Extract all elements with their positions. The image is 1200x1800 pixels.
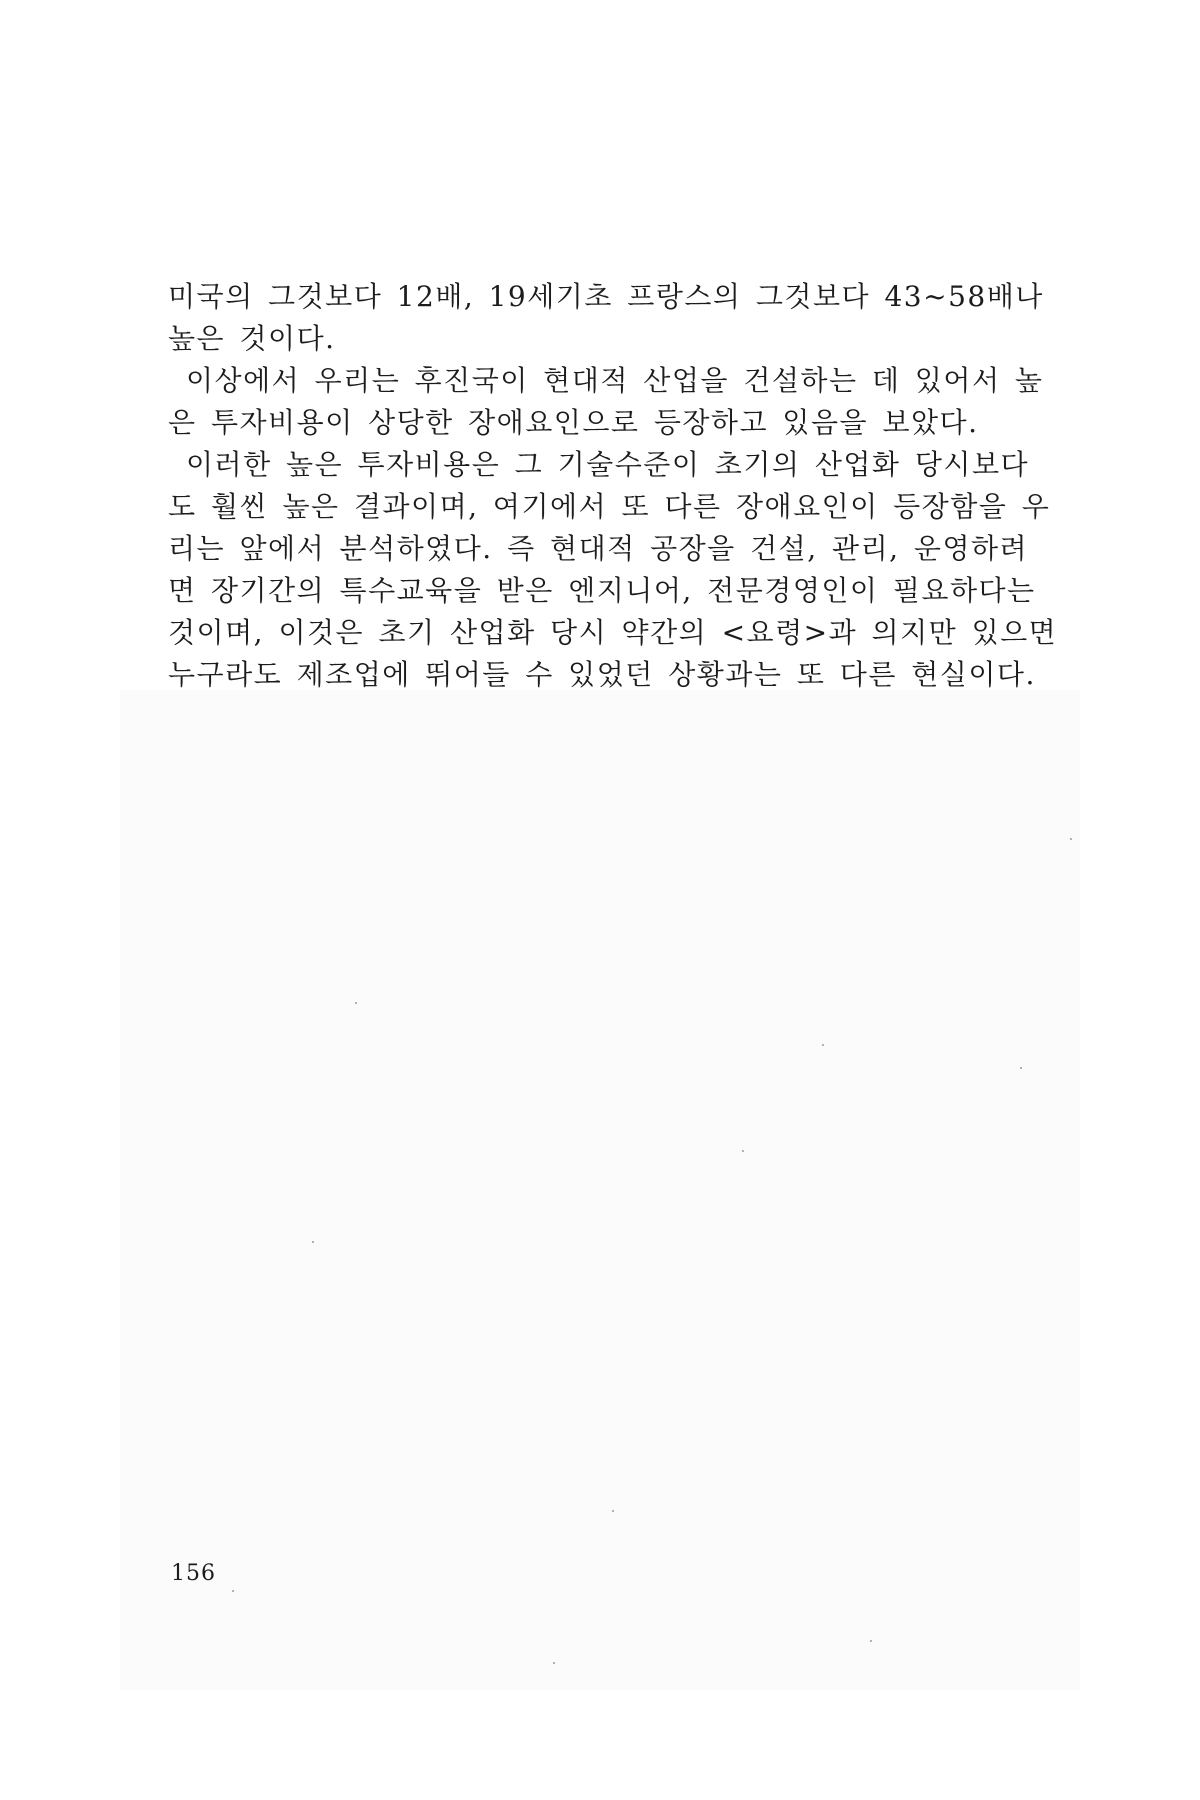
paragraph-start-line: 이러한 높은 투자비용은 그 기술수준이 초기의 산업화 당시보다	[186, 448, 1030, 481]
text-line: 누구라도 제조업에 뛰어들 수 있었던 상황과는 또 다른 현실이다.	[168, 658, 1036, 691]
text-line: 것이며, 이것은 초기 산업화 당시 약간의 <요령>과 의지만 있으면	[168, 616, 1058, 649]
scan-speck	[742, 1150, 744, 1152]
scan-speck	[1020, 1067, 1022, 1069]
text-line: 미국의 그것보다 12배, 19세기초 프랑스의 그것보다 43~58배나	[168, 280, 1044, 313]
page-number: 156	[171, 1561, 216, 1586]
text-line: 도 훨씬 높은 결과이며, 여기에서 또 다른 장애요인이 등장함을 우	[168, 490, 1051, 523]
scan-speck	[1070, 838, 1072, 840]
scan-speck	[232, 1590, 234, 1592]
text-line: 높은 것이다.	[168, 322, 336, 355]
scan-speck	[612, 1510, 614, 1512]
text-line: 면 장기간의 특수교육을 받은 엔지니어, 전문경영인이 필요하다는	[168, 574, 1036, 607]
scan-speck	[553, 1662, 555, 1664]
scan-speck	[822, 1044, 824, 1046]
body-text	[168, 276, 1058, 696]
scan-speck	[870, 1640, 872, 1642]
text-line: 리는 앞에서 분석하였다. 즉 현대적 공장을 건설, 관리, 운영하려	[168, 532, 1029, 565]
scan-background-tint	[120, 690, 1080, 1690]
paragraph-start-line: 이상에서 우리는 후진국이 현대적 산업을 건설하는 데 있어서 높	[186, 364, 1044, 397]
scan-speck	[355, 1002, 357, 1004]
scan-speck	[312, 1241, 314, 1243]
text-line: 은 투자비용이 상당한 장애요인으로 등장하고 있음을 보았다.	[168, 406, 979, 439]
